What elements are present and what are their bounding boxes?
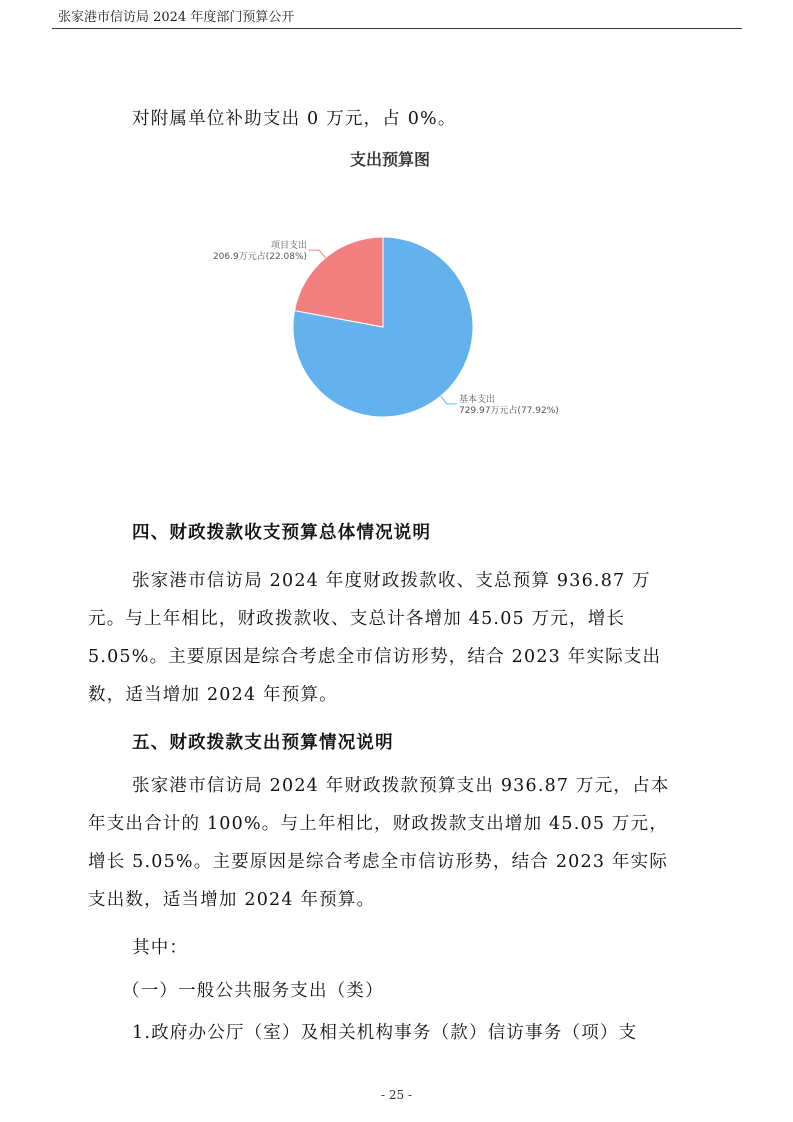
pie-svg <box>130 145 650 435</box>
page-number: - 25 - <box>380 1088 412 1102</box>
section5-line-4: 支出数，适当增加 2024 年预算。 <box>88 890 376 910</box>
section5-heading: 五、财政拨款支出预算情况说明 <box>132 733 394 753</box>
subsection-1: （一）一般公共服务支出（类） <box>122 981 384 1001</box>
pie-label-value-0: 729.97万元占(77.92%) <box>458 405 559 416</box>
section5-line-3: 增长 5.05%。主要原因是综合考虑全市信访形势，结合 2023 年实际 <box>88 852 669 872</box>
item-1: 1.政府办公厅（室）及相关机构事务（款）信访事务（项）支 <box>132 1023 638 1043</box>
section5-line-2: 年支出合计的 100%。与上年相比，财政拨款支出增加 45.05 万元， <box>88 814 669 834</box>
page-header: 张家港市信访局 2024 年度部门预算公开 <box>58 10 295 25</box>
pie-leader-1 <box>309 250 325 258</box>
section4-heading: 四、财政拨款收支预算总体情况说明 <box>132 523 432 543</box>
expenditure-pie-chart <box>130 145 650 435</box>
section4-line-3: 5.05%。主要原因是综合考虑全市信访形势，结合 2023 年实际支出 <box>88 647 662 667</box>
qizhong-label: 其中： <box>132 938 189 958</box>
pie-slice-1 <box>295 237 383 327</box>
header-divider <box>52 28 742 29</box>
section5-line-1: 张家港市信访局 2024 年财政拨款预算支出 936.87 万元，占本 <box>132 776 670 796</box>
pie-label-value-1: 206.9万元占(22.08%) <box>212 252 308 263</box>
chart-title: 支出预算图 <box>349 150 430 169</box>
section4-line-2: 元。与上年相比，财政拨款收、支总计各增加 45.05 万元，增长 <box>88 609 626 629</box>
pie-label-name-0: 基本支出 <box>458 394 495 405</box>
pie-leader-0 <box>441 396 457 404</box>
section4-line-1: 张家港市信访局 2024 年度财政拨款收、支总预算 936.87 万 <box>132 571 651 591</box>
intro-line: 对附属单位补助支出 0 万元，占 0%。 <box>132 109 457 129</box>
pie-label-name-1: 项目支出 <box>271 241 308 252</box>
section4-line-4: 数，适当增加 2024 年预算。 <box>88 685 338 705</box>
